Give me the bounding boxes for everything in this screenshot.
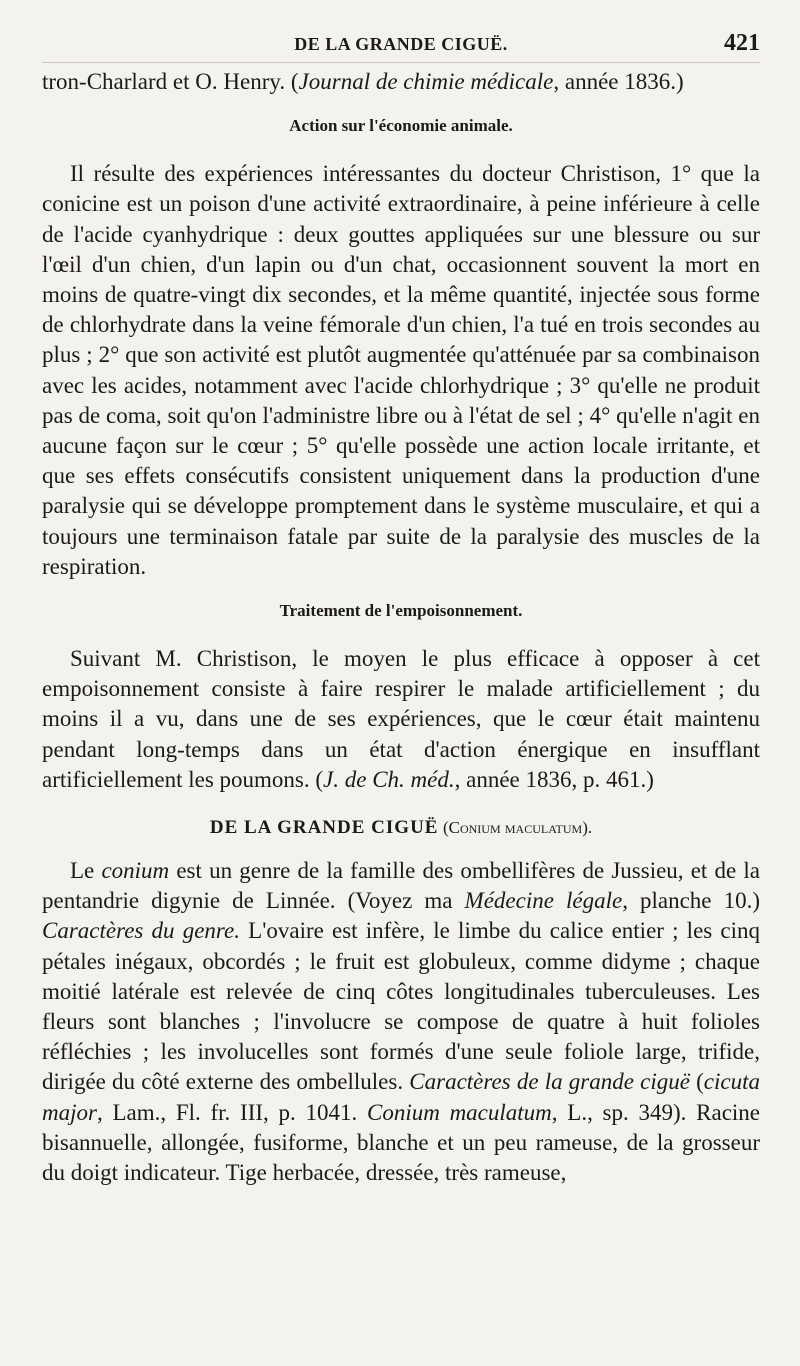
treatment-citation: J. de Ch. méd.: [323, 766, 455, 792]
conium-text-2: est un genre de la famille des ombellifères de Jussieu, et de la pentandrie digynie de Linnée. (Voyez ma: [42, 858, 760, 914]
paragraph-conium: [42, 856, 760, 1188]
paragraph-action: Il résulte des expériences intéressantes du docteur Christison, 1° que la conicine est un poison d'une activité extraordinaire, à peine inférieure à celle de l'acide cyanhydrique : deux gouttes appliquées sur une blessure ou sur l'œil d'un chien, d'un lapin ou d'un chat, occasionnent souvent la mort en moins de quatre-vingt dix secondes, et la même quantité, injectée sous forme de chlorhydrate dans la veine fémorale d'un chien, l'a tué en trois secondes au plus ; 2° que son activité est plutôt augmentée qu'atténuée par sa combinaison avec les acides, notamment avec l'acide chlorhydrique ; 3° qu'elle ne produit pas de coma, soit qu'on l'administre libre ou à l'état de sel ; 4° qu'elle n'agit en aucune façon sur le cœur ; 5° qu'elle possède une action locale irritante, et que ses effets consécutifs consistent uniquement dans la production d'une paralysie qui se développe promptement dans le système musculaire, et qui a toujours une terminaison fatale par suite de la paralysie des muscles de la respiration.: [42, 161, 760, 579]
conium-text-6: , Lam., Fl. fr. III, p. 1041.: [96, 1099, 367, 1125]
paragraph-treatment: [42, 644, 760, 795]
chapter-title: DE LA GRANDE CIGUË: [209, 817, 439, 839]
intro-text-end: , année 1836.): [553, 69, 684, 94]
treatment-text: Suivant M. Christison, le moyen le plus efficace à opposer à cet empoisonnement consiste à faire respirer le malade artificiellement ; du moins il a vu, dans une de ses expériences, que le cœur était maintenu pendant long-temps dans un état d'action énergique en insufflant artificiellement les poumons. (: [42, 646, 760, 792]
conium-binomial: Conium maculatum: [366, 1099, 552, 1125]
conium-text-4: L'ovaire est infère, le limbe du calice entier ; les cinq pétales inégaux, obcordés ; le fruit est globuleux, comme didyme ; chaque moitié latérale est relevée de cinq côtes longitudinales tuberculeuses. Les fleurs sont blanches ; l'involucre se compose de quatre à huit folioles réfléchies ; les involucelles sont formés d'une seule foliole large, trifide, dirigée du côté externe des ombellules.: [42, 918, 760, 1095]
running-title: DE LA GRANDE CIGUË.: [294, 34, 508, 54]
intro-paragraph: [42, 67, 760, 97]
conium-text-3: , planche 10.): [622, 888, 760, 914]
conium-reference: Médecine légale: [464, 888, 623, 914]
conium-synonym: cicuta major: [42, 1069, 760, 1125]
conium-text-7: , L., sp. 349). Racine bisannuelle, allongée, fusiforme, blanche et un peu rameuse, de la grosseur du doigt indicateur. Tige herbacée, dressée, très rameuse,: [42, 1099, 760, 1186]
chapter-subtitle: (Conium maculatum).: [442, 818, 593, 838]
conium-term: conium: [101, 858, 170, 884]
conium-species-label: Caractères de la grande ciguë: [409, 1069, 690, 1095]
section-heading-treatment: Traitement de l'empoisonnement.: [279, 601, 523, 621]
conium-text-5: (: [689, 1069, 704, 1095]
conium-genus-label: Caractères du genre.: [42, 918, 240, 944]
section-heading-action: Action sur l'économie animale.: [289, 116, 513, 136]
journal-title: Journal de chimie médicale: [298, 69, 554, 94]
chapter-heading: [42, 815, 760, 840]
treatment-text-end: , année 1836, p. 461.): [454, 766, 654, 792]
intro-text: tron-Charlard et O. Henry. (: [42, 69, 299, 94]
page-header: [42, 28, 760, 63]
page-number: 421: [724, 30, 760, 56]
conium-text-1: Le: [70, 858, 102, 884]
